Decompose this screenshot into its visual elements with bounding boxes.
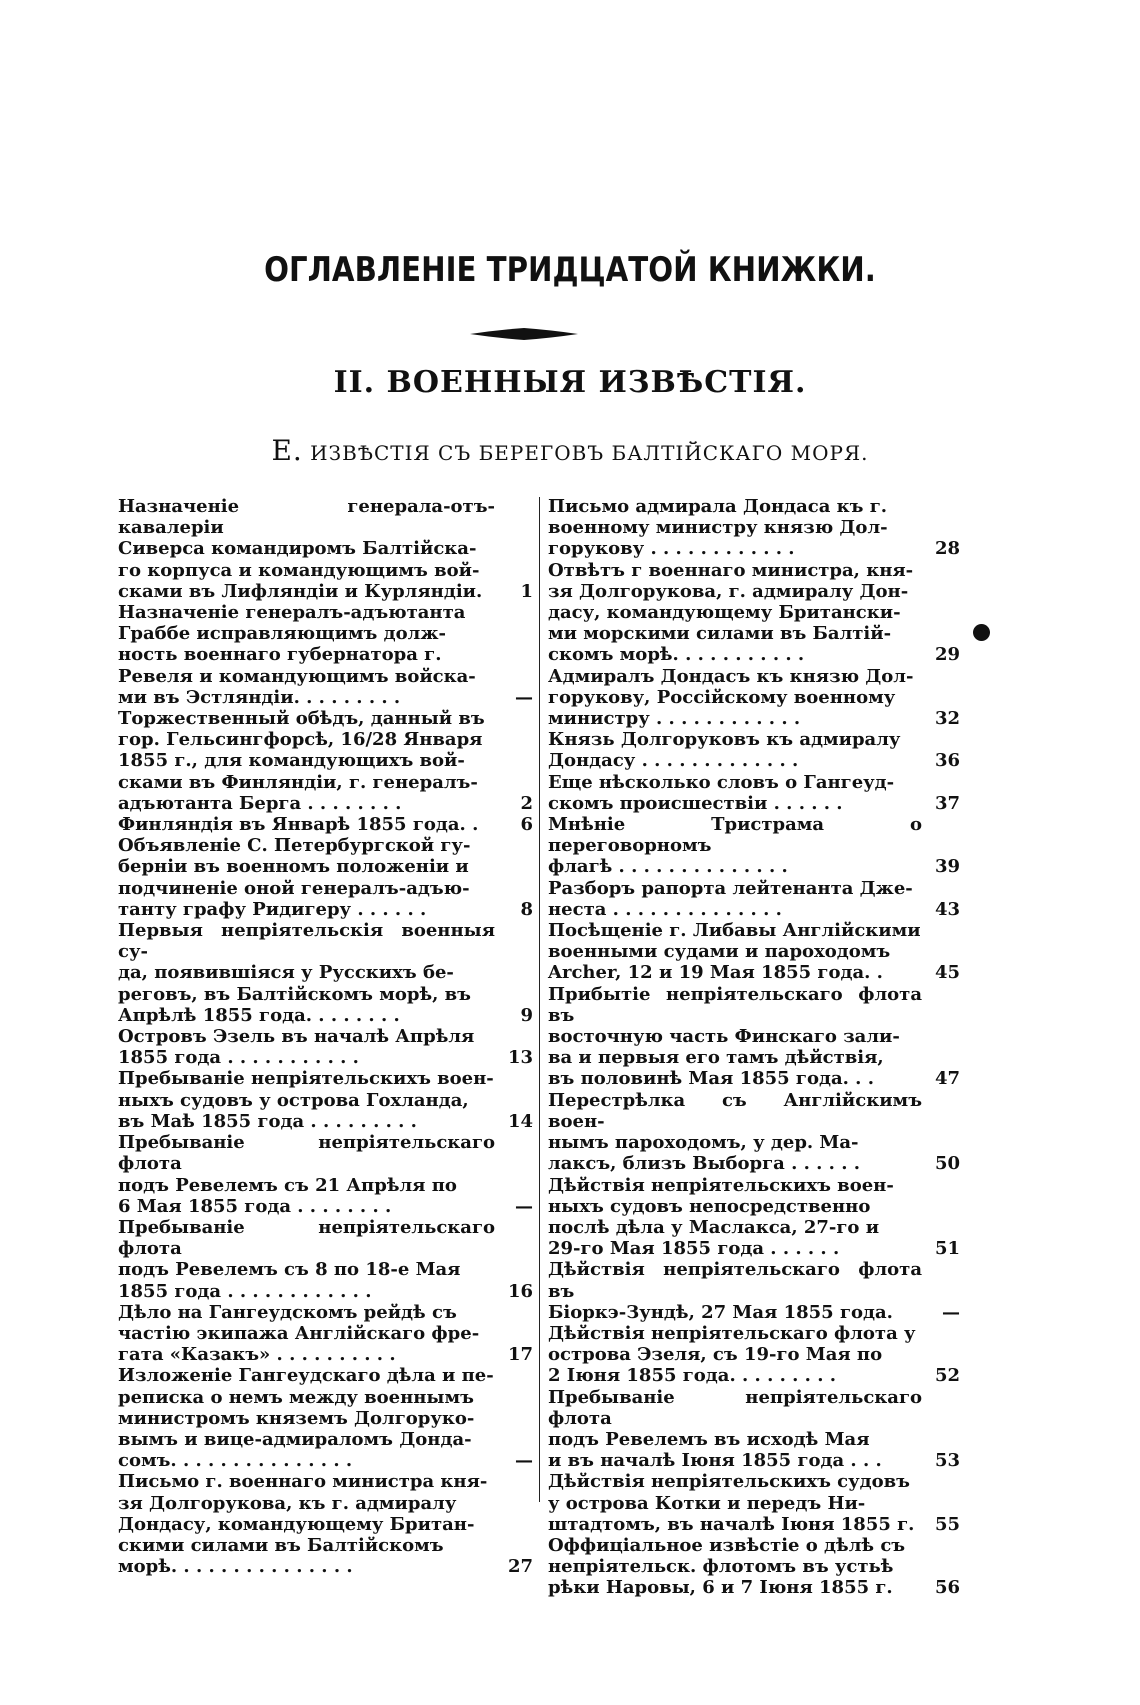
toc-entry-page: 8 xyxy=(520,898,533,920)
toc-entry xyxy=(548,1535,960,1599)
page-title: ОГЛАВЛЕНІЕ ТРИДЦАТОЙ КНИЖКИ. xyxy=(264,250,876,290)
toc-entry-title: Островъ Эзель въ началѣ Апрѣля 1855 года . . . . . . . . . . . xyxy=(118,1026,475,1069)
toc-entry xyxy=(548,814,960,878)
toc-entry-title: Посѣщеніе г. Либавы Англійскими военными судами и пароходомъ Archer, 12 и 19 Мая 1855 года. . xyxy=(548,920,921,984)
toc-left-column xyxy=(118,496,533,1577)
toc-entry-page: 39 xyxy=(934,856,960,878)
ornament-divider-icon xyxy=(470,327,578,341)
toc-entry-page: 6 xyxy=(520,814,533,836)
toc-entry xyxy=(118,1471,533,1577)
toc-entry-title: Назначеніе генералъ-адъютанта Граббе исправляющимъ долж- ность военнаго губернатора г. Ревеля и командующимъ войска- ми въ Эстляндіи. . . . . . . . . xyxy=(118,602,476,708)
toc-entry-page: 50 xyxy=(934,1153,960,1175)
toc-entry xyxy=(548,920,960,984)
toc-entry-title: Дѣйствія непріятельскихъ воен- ныхъ судовъ непосредственно послѣ дѣла у Маслакса, 27-го и 29-го Мая 1855 года . . . . . . xyxy=(548,1174,894,1260)
toc-entry xyxy=(548,729,960,771)
toc-entry-page: — xyxy=(515,686,533,708)
toc-entry-page: — xyxy=(515,1450,533,1472)
toc-entry xyxy=(548,984,960,1090)
toc-entry xyxy=(548,1471,960,1535)
toc-entry xyxy=(118,602,533,708)
toc-entry-page: 37 xyxy=(934,792,960,814)
toc-entry-page: 36 xyxy=(934,750,960,772)
toc-entry xyxy=(548,560,960,666)
toc-entry-page: 56 xyxy=(934,1577,960,1599)
toc-entry-title: Финляндія въ Январѣ 1855 года. . xyxy=(118,814,479,836)
toc-entry xyxy=(548,1259,960,1323)
toc-entry-title: Дѣйствія непріятельскаго флота въ Біоркэ-Зундѣ, 27 Мая 1855 года. xyxy=(548,1259,922,1323)
toc-entry-title: Оффиціальное извѣстіе о дѣлѣ съ непріятельск. флотомъ въ устьѣ рѣки Наровы, 6 и 7 Іюня 1855 г. xyxy=(548,1534,906,1599)
toc-entry-page: 53 xyxy=(934,1450,960,1472)
toc-entry xyxy=(548,1175,960,1260)
toc-entry xyxy=(118,1026,533,1068)
toc-entry-title: Изложеніе Гангеудскаго дѣла и пе- реписка о немъ между военнымъ министромъ княземъ Долгоруко- вымъ и вице-адмираломъ Дондa- сомъ. . . . . . . . . . . . . . . xyxy=(118,1365,494,1472)
toc-entry-page: 55 xyxy=(934,1513,960,1535)
toc-entry-page: 9 xyxy=(520,1004,533,1026)
toc-entry xyxy=(548,878,960,920)
subsection-heading xyxy=(0,434,1140,467)
toc-entry-page: 45 xyxy=(934,962,960,984)
toc-entry-page: 29 xyxy=(934,644,960,666)
toc-entry-page: 51 xyxy=(934,1238,960,1260)
toc-entry xyxy=(118,814,533,835)
toc-entry-title: Еще нѣсколько словъ о Гангеуд- скомъ происшествіи . . . . . . xyxy=(548,771,895,814)
toc-entry-page: 16 xyxy=(507,1280,533,1302)
toc-entry-title: Отвѣтъ г военнаго министра, кня- зя Долгорукова, г. адмиралу Дон- дасу, командующему Британски- ми морскими силами въ Балтій- скомъ морѣ. . . . . . . . . . . xyxy=(548,559,914,666)
toc-entry-page: 13 xyxy=(507,1047,533,1069)
toc-entry-page: 2 xyxy=(520,792,533,814)
toc-entry xyxy=(548,666,960,730)
toc-entry-title: Адмиралъ Дондасъ къ князю Дол- горукову, Россійскому военному министру . . . . . . . . . . . . xyxy=(548,665,914,730)
toc-entry-page: 27 xyxy=(507,1556,533,1578)
toc-entry-title: Назначеніе генерала-отъ-кавалеріи Сиверса командиромъ Балтійска- го корпуса и командующимъ вой- сками въ Лифляндіи и Курляндіи. xyxy=(118,496,495,602)
toc-entry-page: 17 xyxy=(507,1344,533,1366)
toc-entry-page: 1 xyxy=(520,580,533,602)
toc-entry xyxy=(548,772,960,814)
toc-entry-title: Мнѣніе Тристрама о переговорномъ флагѣ . . . . . . . . . . . . . . xyxy=(548,814,922,878)
subsection-text: ИЗВѢСТІЯ СЪ БЕРЕГОВЪ БАЛТІЙСКАГО МОРЯ. xyxy=(310,441,869,465)
toc-entry xyxy=(118,1217,533,1302)
toc-entry xyxy=(118,1302,533,1366)
toc-entry-title: Дѣйствія непріятельскаго флота у острова Эзеля, съ 19-го Мая по 2 Іюня 1855 года. . . . . . . . . xyxy=(548,1322,916,1387)
toc-entry-page: 14 xyxy=(507,1110,533,1132)
toc-entry-title: Пребываніе непріятельскихъ воен- ныхъ судовъ у острова Гохланда, въ Маѣ 1855 года . . . . . . . . . xyxy=(118,1068,494,1132)
toc-entry xyxy=(118,1132,533,1217)
toc-entry xyxy=(548,1387,960,1472)
toc-entry xyxy=(118,496,533,602)
subsection-letter: Е. xyxy=(271,434,303,467)
toc-entry xyxy=(118,920,533,1026)
toc-entry-title: Прибытіе непріятельскаго флота въ восточную часть Финскаго зали- ва и первыя его тамъ дѣйствія, въ половинѣ Мая 1855 года. . . xyxy=(548,983,922,1090)
toc-entry-page: 28 xyxy=(934,538,960,560)
toc-entry-title: Пребываніе непріятельскаго флота подъ Ревелемъ въ исходѣ Мая и въ началѣ Іюня 1855 года . . . xyxy=(548,1386,922,1472)
toc-entry-title: Объявленіе С. Петербургской гу- берніи въ военномъ положеніи и подчиненіе оной генералъ-адъю- танту графу Ридигеру . . . . . . xyxy=(118,835,471,920)
toc-entry xyxy=(548,1090,960,1175)
section-heading: II. ВОЕННЫЯ ИЗВѢСТІЯ. xyxy=(333,365,807,400)
toc-entry-title: Перестрѣлка съ Англійскимъ воен- нымъ пароходомъ, у дер. Ма- лаксъ, близъ Выборга . . . . . . xyxy=(548,1089,922,1175)
toc-entry xyxy=(118,835,533,920)
toc-entry-page: 52 xyxy=(934,1365,960,1387)
toc-entry-title: Дѣйствія непріятельскихъ судовъ у острова Котки и передъ Ни- штадтомъ, въ началѣ Іюня 1855 г. xyxy=(548,1471,915,1535)
toc-entry-title: Пребываніе непріятельскаго флота подъ Ревелемъ съ 21 Апрѣля по 6 Мая 1855 года . . . . . . . . xyxy=(118,1132,495,1217)
toc-entry-title: Князь Долгоруковъ къ адмиралу Дондасу . . . . . . . . . . . . . xyxy=(548,729,901,772)
column-divider xyxy=(539,497,540,1502)
toc-right-column xyxy=(548,496,960,1599)
toc-entry xyxy=(118,1068,533,1132)
toc-entry-page: — xyxy=(942,1301,960,1323)
toc-entry-title: Письмо г. военнаго министра кня- зя Долгорукова, къ г. адмиралу Дондасу, командующему Британ- скими силами въ Балтійскомъ морѣ. . . . . . . . . . . . . . . xyxy=(118,1471,488,1578)
toc-entry xyxy=(548,496,960,560)
toc-entry xyxy=(548,1323,960,1387)
toc-entry-page: 43 xyxy=(934,898,960,920)
toc-entry-title: Торжественный обѣдъ, данный въ гор. Гельсингфорсѣ, 16/28 Января 1855 г., для командующихъ вой- сками въ Финляндіи, г. генералъ- адъютанта Берга . . . . . . . . xyxy=(118,708,485,814)
toc-entry-title: Разборъ рапорта лейтенанта Дже- неста . . . . . . . . . . . . . . xyxy=(548,877,913,920)
toc-entry-page: 32 xyxy=(934,708,960,730)
toc-entry xyxy=(118,708,533,814)
toc-entry xyxy=(118,1365,533,1471)
toc-entry-page: — xyxy=(515,1195,533,1217)
toc-entry-title: Пребываніе непріятельскаго флота подъ Ревелемъ съ 8 по 18-е Мая 1855 года . . . . . . . . . . . . xyxy=(118,1216,495,1302)
toc-entry-page: 47 xyxy=(934,1068,960,1090)
toc-entry-title: Первыя непріятельскія военныя су- да, появившіяся у Русскихъ бе- реговъ, въ Балтійскомъ морѣ, въ Апрѣлѣ 1855 года. . . . . . . . xyxy=(118,920,495,1026)
toc-entry-title: Письмо адмирала Дондаса къ г. военному министру князю Дол- горукову . . . . . . . . . . . . xyxy=(548,496,888,560)
toc-entry-title: Дѣло на Гангеудскомъ рейдѣ съ частію экипажа Англійскаго фре- гата «Казакъ» . . . . . . . . . . xyxy=(118,1301,480,1366)
ink-blot-mark xyxy=(973,624,990,641)
